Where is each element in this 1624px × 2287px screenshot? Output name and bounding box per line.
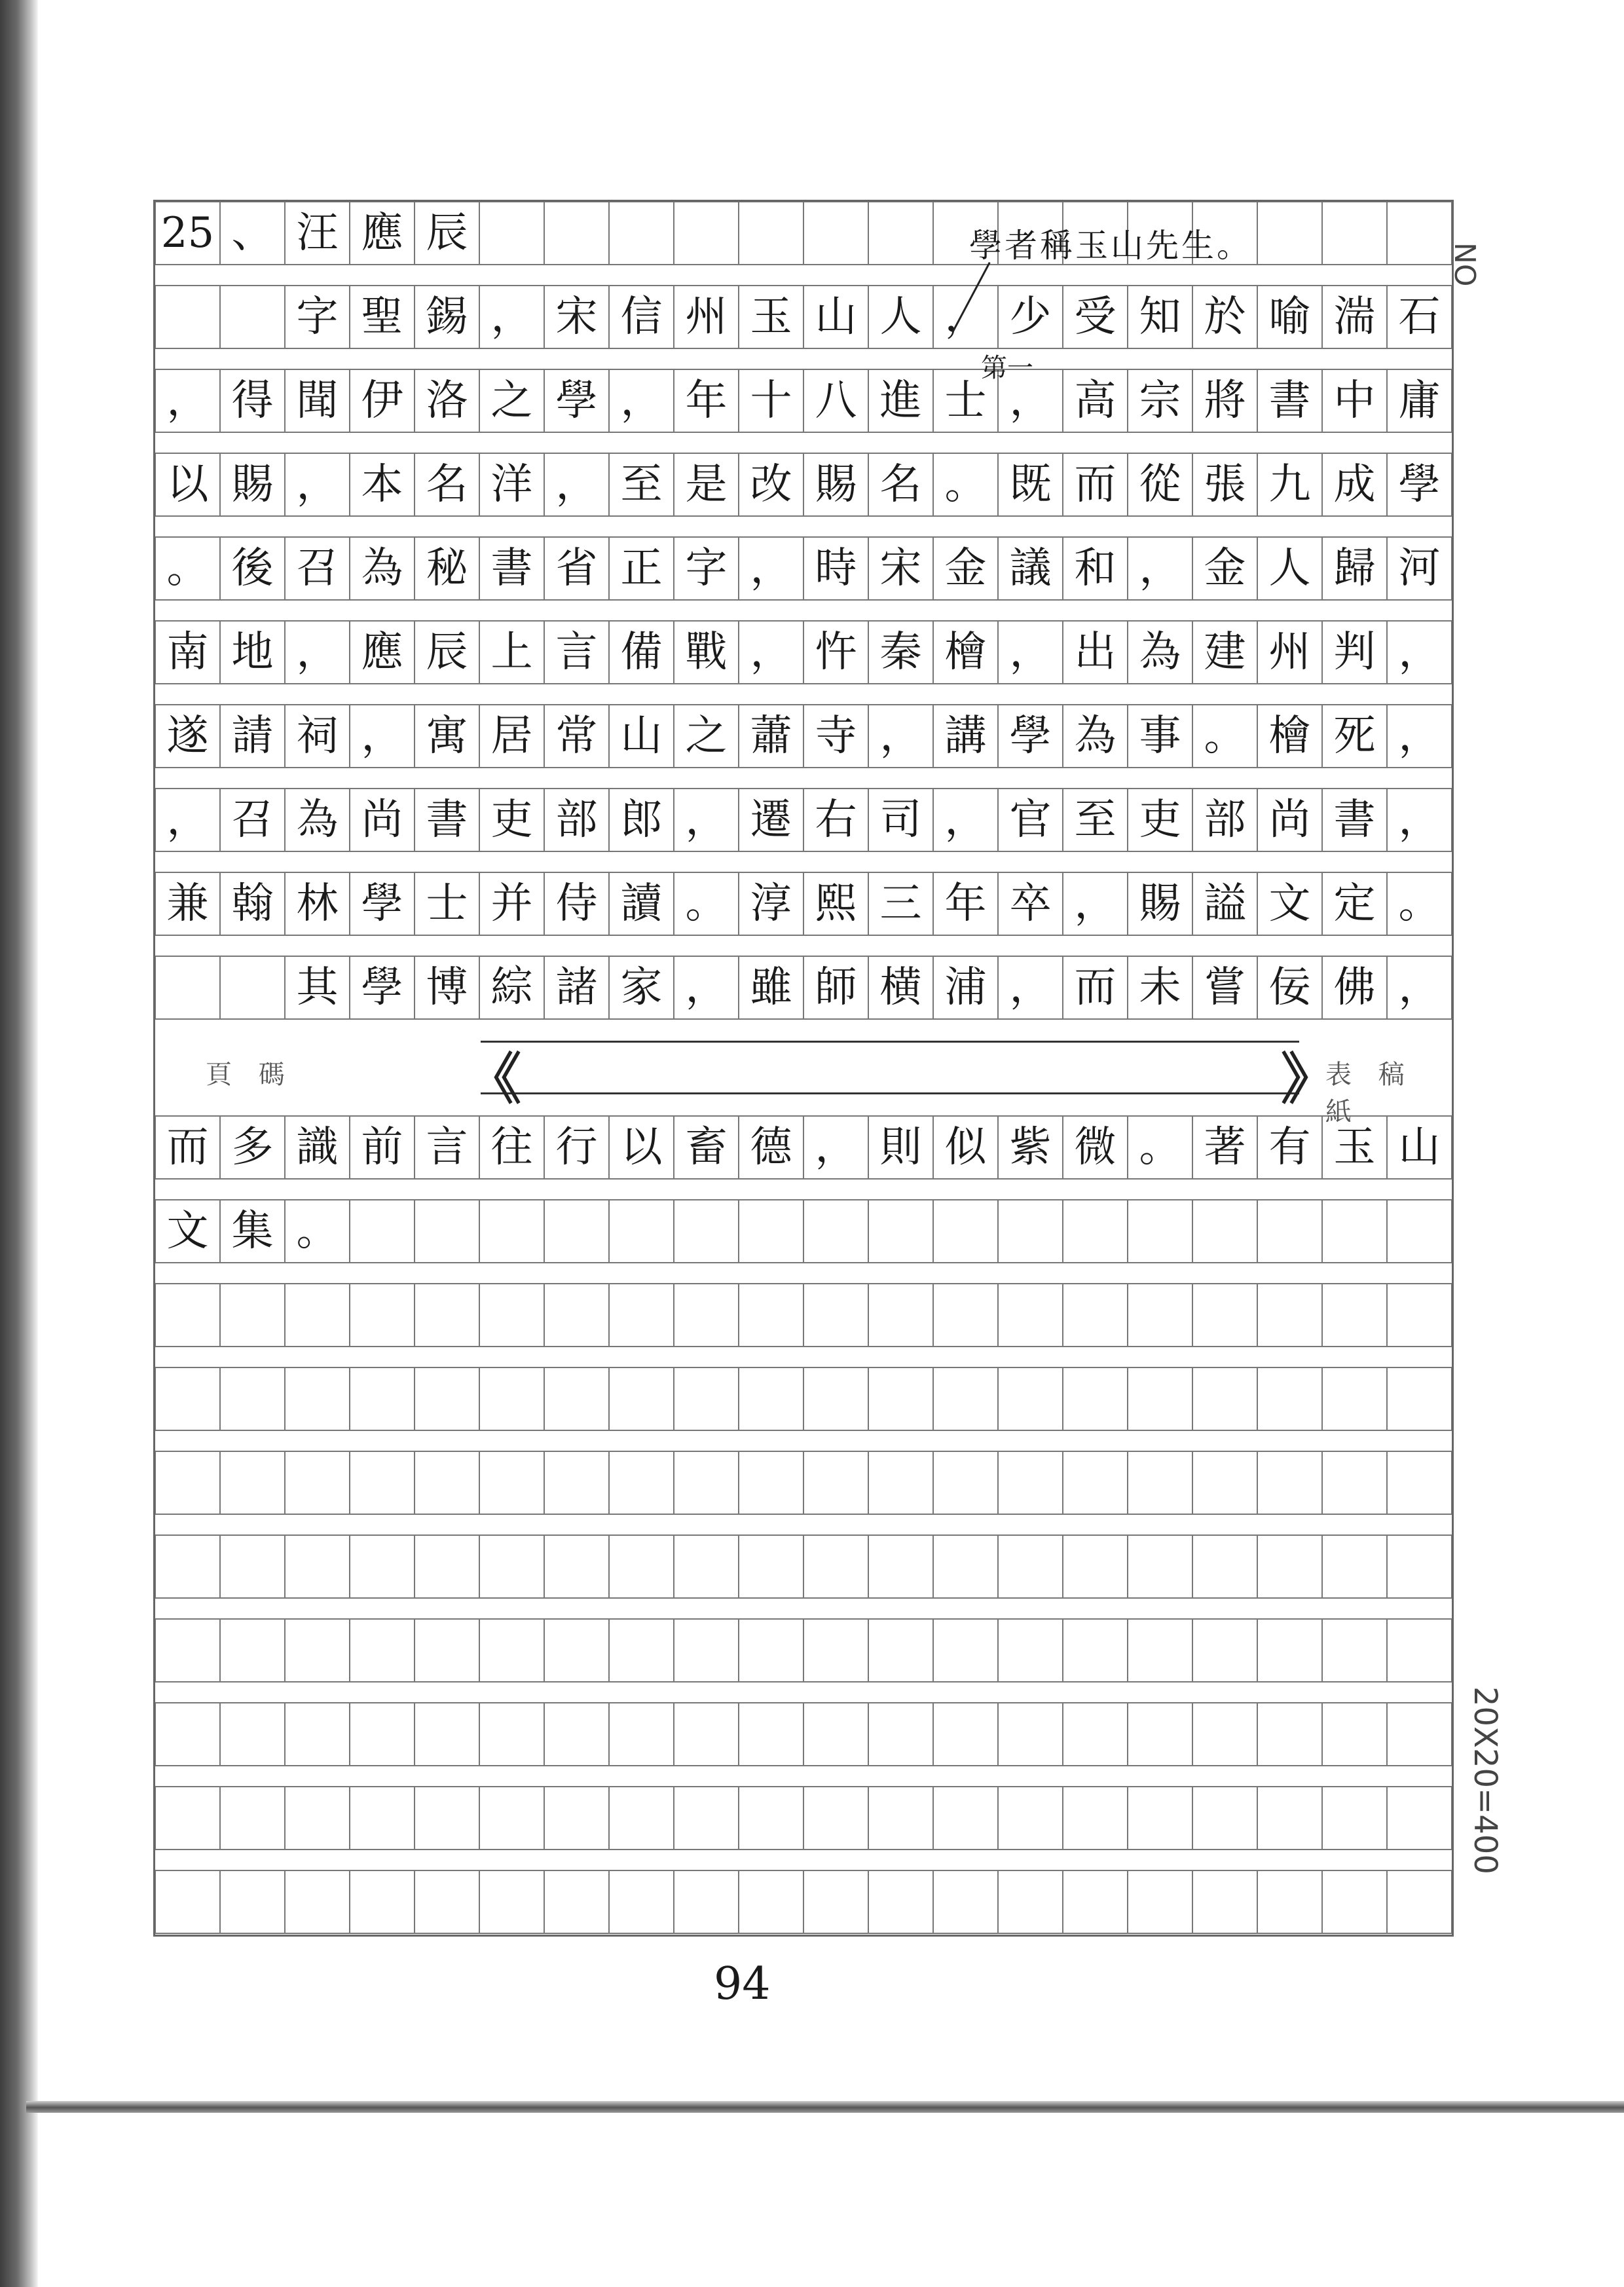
bracket-left-icon: 《 — [466, 1047, 522, 1111]
grid-cell: 歸 — [1333, 544, 1376, 593]
grid-cell: 戰 — [685, 628, 728, 677]
grid-cell: 謚 — [1204, 880, 1246, 928]
grid-cell: 為 — [361, 544, 403, 593]
grid-cell: 家 — [620, 963, 663, 1012]
grid-cell: ， — [1398, 796, 1441, 844]
grid-cell: 省 — [555, 544, 598, 593]
grid-cell: 從 — [1139, 460, 1181, 509]
grid-cell: 時 — [815, 544, 857, 593]
page-number: 94 — [714, 1958, 771, 2010]
grid-cell: 博 — [426, 963, 468, 1012]
grid-cell: 。 — [1204, 712, 1246, 760]
grid-cell: 而 — [166, 1123, 209, 1172]
grid-cell: 後 — [231, 544, 274, 593]
grid-cell: 著 — [1204, 1123, 1246, 1172]
grid-cell: 官 — [1009, 796, 1052, 844]
grid-cell: 正 — [620, 544, 663, 593]
grid-cell: 講 — [944, 712, 987, 760]
grid-cell: 應 — [361, 209, 403, 257]
grid-row — [155, 705, 1452, 768]
grid-cell: ， — [166, 377, 209, 425]
grid-cell — [1322, 1200, 1387, 1263]
grid-cell: ， — [1398, 628, 1441, 677]
grid-cell: 事 — [1139, 712, 1181, 760]
interlinear-note: 學者稱玉山先生。 — [969, 227, 1252, 265]
grid-cell: ， — [944, 796, 987, 844]
grid-cell: 出 — [1074, 628, 1116, 677]
grid-cell: 學 — [1398, 460, 1441, 509]
grid-cell: 受 — [1074, 293, 1116, 341]
grid-cell: 召 — [231, 796, 274, 844]
grid-cell: 山 — [620, 712, 663, 760]
grid-cell: 議 — [1009, 544, 1052, 593]
grid-cell: ， — [750, 544, 792, 593]
grid-cell: 辰 — [426, 628, 468, 677]
grid-cell: 將 — [1204, 377, 1246, 425]
grid-cell: 得 — [231, 377, 274, 425]
scan-bottom-edge — [26, 2101, 1624, 2113]
grid-cell: 宗 — [1139, 377, 1181, 425]
grid-cell: ， — [815, 1123, 857, 1172]
grid-cell: 居 — [490, 712, 533, 760]
grid-cell: 山 — [815, 293, 857, 341]
grid-cell: 學 — [361, 880, 403, 928]
grid-cell — [739, 202, 803, 265]
grid-cell: 。 — [166, 544, 209, 593]
grid-cell: 有 — [1268, 1123, 1311, 1172]
grid-cell: 地 — [231, 628, 274, 677]
grid-cell: 諸 — [555, 963, 598, 1012]
grid-cell: 嘗 — [1204, 963, 1246, 1012]
grid-cell — [155, 286, 220, 348]
grid-cell — [998, 1200, 1063, 1263]
sheet-number-label: NO — [1448, 242, 1481, 287]
grid-cell: 祠 — [296, 712, 339, 760]
grid-cell: 賜 — [231, 460, 274, 509]
grid-cell — [674, 1200, 739, 1263]
grid-cell: 以 — [166, 460, 209, 509]
grid-cell: 而 — [1074, 460, 1116, 509]
grid-cell: ， — [296, 628, 339, 677]
grid-cell: 為 — [1139, 628, 1181, 677]
grid-cell: 召 — [296, 544, 339, 593]
grid-cell: 部 — [1204, 796, 1246, 844]
grid-cell — [1063, 1200, 1128, 1263]
grid-cell — [1128, 1200, 1192, 1263]
grid-cell: ， — [879, 712, 922, 760]
grid-cell: ， — [944, 293, 987, 341]
grid-cell — [544, 202, 609, 265]
grid-cell: 未 — [1139, 963, 1181, 1012]
divider-left-label: 頁 碼 — [206, 1060, 294, 1090]
grid-cell: 吏 — [1139, 796, 1181, 844]
grid-cell: 常 — [555, 712, 598, 760]
grid-cell — [868, 202, 933, 265]
grid-cell: 既 — [1009, 460, 1052, 509]
grid-cell: 至 — [620, 460, 663, 509]
grid-cell — [609, 1200, 674, 1263]
grid-cell: 汪 — [296, 209, 339, 257]
grid-cell: 八 — [815, 377, 857, 425]
grid-cell: 綜 — [490, 963, 533, 1012]
grid-cell: 浦 — [944, 963, 987, 1012]
grid-row — [155, 286, 1452, 348]
grid-row — [155, 621, 1452, 684]
grid-cell — [739, 1200, 803, 1263]
grid-cell: 文 — [166, 1207, 209, 1255]
grid-cell — [350, 1200, 415, 1263]
grid-cell: ， — [1009, 628, 1052, 677]
grid-cell: ， — [685, 963, 728, 1012]
grid-cell: 和 — [1074, 544, 1116, 593]
grid-cell: 進 — [879, 377, 922, 425]
grid-cell: 判 — [1333, 628, 1376, 677]
grid-cell: 往 — [490, 1123, 533, 1172]
grid-cell: 言 — [555, 628, 598, 677]
sheet-spec-label: 20X20=400 — [1467, 1686, 1504, 1874]
grid-cell: 似 — [944, 1123, 987, 1172]
grid-cell: 高 — [1074, 377, 1116, 425]
grid-cell — [479, 202, 544, 265]
grid-cell: 為 — [296, 796, 339, 844]
grid-cell: 於 — [1204, 293, 1246, 341]
grid-cell: 知 — [1139, 293, 1181, 341]
grid-cell: 年 — [944, 880, 987, 928]
grid-cell: 書 — [1333, 796, 1376, 844]
grid-cell: ， — [620, 377, 663, 425]
grid-cell: ， — [1009, 377, 1052, 425]
grid-row — [155, 1116, 1452, 1179]
grid-cell: 聖 — [361, 293, 403, 341]
grid-cell: 士 — [426, 880, 468, 928]
grid-cell: 伊 — [361, 377, 403, 425]
grid-cell: 張 — [1204, 460, 1246, 509]
grid-cell — [155, 956, 220, 1019]
grid-cell: 之 — [685, 712, 728, 760]
grid-cell: 忤 — [815, 628, 857, 677]
grid-cell — [1387, 1200, 1452, 1263]
grid-cell: 學 — [1009, 712, 1052, 760]
grid-cell: 并 — [490, 880, 533, 928]
grid-cell — [220, 956, 285, 1019]
grid-cell: 遷 — [750, 796, 792, 844]
grid-cell: 檜 — [944, 628, 987, 677]
grid-cell — [220, 286, 285, 348]
grid-row — [155, 369, 1452, 432]
grid-row — [155, 202, 1452, 265]
grid-cell: 言 — [426, 1123, 468, 1172]
grid-cell: 讀 — [620, 880, 663, 928]
grid-cell: 玉 — [750, 293, 792, 341]
grid-cell: 本 — [361, 460, 403, 509]
grid-cell — [609, 202, 674, 265]
grid-cell: 名 — [426, 460, 468, 509]
grid-cell: 洋 — [490, 460, 533, 509]
grid-cell: 師 — [815, 963, 857, 1012]
grid-cell: 德 — [750, 1123, 792, 1172]
grid-cell: 聞 — [296, 377, 339, 425]
grid-cell: 。 — [1398, 880, 1441, 928]
grid-row — [155, 872, 1452, 935]
grid-cell — [803, 1200, 868, 1263]
grid-cell: 翰 — [231, 880, 274, 928]
grid-row — [155, 956, 1452, 1019]
grid-cell: ， — [685, 796, 728, 844]
grid-cell: 賜 — [815, 460, 857, 509]
grid-cell: 横 — [879, 963, 922, 1012]
grid-cell: 學 — [361, 963, 403, 1012]
grid-cell: 錫 — [426, 293, 468, 341]
grid-cell: 辰 — [426, 209, 468, 257]
grid-cell: 雖 — [750, 963, 792, 1012]
grid-cell — [1192, 1200, 1257, 1263]
grid-cell: 書 — [426, 796, 468, 844]
grid-cell: 卒 — [1009, 880, 1052, 928]
grid-cell: 檜 — [1268, 712, 1311, 760]
grid-cell — [674, 202, 739, 265]
grid-cell: 州 — [685, 293, 728, 341]
grid-cell — [1322, 202, 1387, 265]
grid-cell: 為 — [1074, 712, 1116, 760]
grid-cell: 林 — [296, 880, 339, 928]
grid-cell: 石 — [1398, 293, 1441, 341]
grid-cell: 宋 — [555, 293, 598, 341]
grid-cell: ， — [166, 796, 209, 844]
grid-cell: 秘 — [426, 544, 468, 593]
grid-cell: 應 — [361, 628, 403, 677]
grid-row — [155, 789, 1452, 851]
grid-cell: 少 — [1009, 293, 1052, 341]
grid-cell — [1387, 202, 1452, 265]
grid-cell: 中 — [1333, 377, 1376, 425]
grid-cell: 、 — [231, 209, 274, 257]
grid-cell: 紫 — [1009, 1123, 1052, 1172]
grid-cell: 其 — [296, 963, 339, 1012]
scan-shadow-edge — [0, 0, 38, 2287]
grid-row — [155, 453, 1452, 516]
grid-cell: 字 — [685, 544, 728, 593]
grid-cell: 山 — [1398, 1123, 1441, 1172]
grid-cell: 遂 — [166, 712, 209, 760]
grid-cell: 微 — [1074, 1123, 1116, 1172]
grid-cell: 庸 — [1398, 377, 1441, 425]
grid-row — [155, 1200, 1452, 1263]
grid-cell: 淳 — [750, 880, 792, 928]
grid-cell: 右 — [815, 796, 857, 844]
grid-cell: ， — [490, 293, 533, 341]
grid-cell: 備 — [620, 628, 663, 677]
grid-cell: 熙 — [815, 880, 857, 928]
grid-cell: 喻 — [1268, 293, 1311, 341]
grid-cell: 兼 — [166, 880, 209, 928]
grid-cell — [933, 1200, 998, 1263]
grid-cell: 書 — [1268, 377, 1311, 425]
grid-cell: 部 — [555, 796, 598, 844]
grid-cell: ， — [555, 460, 598, 509]
divider-right-label: 表 稿 紙 — [1325, 1060, 1414, 1127]
bracket-right-icon: 》 — [1281, 1047, 1337, 1111]
grid-cell: 上 — [490, 628, 533, 677]
grid-cell: 司 — [879, 796, 922, 844]
grid-cell: ， — [750, 628, 792, 677]
interlinear-insert: 第一 — [981, 353, 1033, 383]
grid-cell — [1257, 1200, 1322, 1263]
grid-cell: 蕭 — [750, 712, 792, 760]
divider-bar — [481, 1041, 1299, 1094]
grid-cell: 信 — [620, 293, 663, 341]
grid-cell — [479, 1200, 544, 1263]
grid-cell: 成 — [1333, 460, 1376, 509]
grid-cell: 人 — [879, 293, 922, 341]
grid-cell: ， — [361, 712, 403, 760]
grid-cell: 識 — [296, 1123, 339, 1172]
grid-cell: 則 — [879, 1123, 922, 1172]
grid-cell: 。 — [1139, 1123, 1181, 1172]
grid-cell: 文 — [1268, 880, 1311, 928]
grid-cell: 十 — [750, 377, 792, 425]
grid-cell — [1257, 202, 1322, 265]
grid-cell: 金 — [944, 544, 987, 593]
grid-cell: 侍 — [555, 880, 598, 928]
grid-cell: 宋 — [879, 544, 922, 593]
grid-cell — [803, 202, 868, 265]
grid-cell: 25 — [160, 209, 215, 257]
grid-cell: 畜 — [685, 1123, 728, 1172]
grid-cell: 吏 — [490, 796, 533, 844]
grid-cell: 寺 — [815, 712, 857, 760]
grid-cell: 改 — [750, 460, 792, 509]
grid-cell: 九 — [1268, 460, 1311, 509]
grid-cell: ， — [296, 460, 339, 509]
grid-cell: 寓 — [426, 712, 468, 760]
grid-cell: 河 — [1398, 544, 1441, 593]
grid-cell: 佛 — [1333, 963, 1376, 1012]
grid-cell: 洛 — [426, 377, 468, 425]
fold-divider — [153, 1038, 1454, 1127]
grid-cell: 年 — [685, 377, 728, 425]
grid-cell: 行 — [555, 1123, 598, 1172]
grid-cell: ， — [1139, 544, 1181, 593]
grid-cell: 請 — [231, 712, 274, 760]
grid-cell: 佞 — [1268, 963, 1311, 1012]
grid-cell: 以 — [620, 1123, 663, 1172]
grid-cell: 州 — [1268, 628, 1311, 677]
grid-cell: 三 — [879, 880, 922, 928]
grid-cell: 是 — [685, 460, 728, 509]
grid-cell: 賜 — [1139, 880, 1181, 928]
grid-cell: 建 — [1204, 628, 1246, 677]
grid-cell — [868, 1200, 933, 1263]
grid-cell: 。 — [296, 1207, 339, 1255]
grid-cell: 尚 — [361, 796, 403, 844]
grid-cell: 書 — [490, 544, 533, 593]
grid-cell: ， — [1009, 963, 1052, 1012]
grid-cell: 名 — [879, 460, 922, 509]
grid-cell: ， — [1398, 963, 1441, 1012]
grid-cell — [544, 1200, 609, 1263]
grid-cell: 字 — [296, 293, 339, 341]
grid-cell: ， — [1074, 880, 1116, 928]
grid-cell: 。 — [944, 460, 987, 509]
grid-cell: 定 — [1333, 880, 1376, 928]
grid-cell: 學 — [555, 377, 598, 425]
grid-cell: 多 — [231, 1123, 274, 1172]
grid-cell: 之 — [490, 377, 533, 425]
grid-cell: ， — [1398, 712, 1441, 760]
grid-cell: 湍 — [1333, 293, 1376, 341]
grid-cell: 南 — [166, 628, 209, 677]
grid-cell: 郎 — [620, 796, 663, 844]
grid-cell: 玉 — [1333, 1123, 1376, 1172]
grid-cell: 集 — [231, 1207, 274, 1255]
grid-cell: 前 — [361, 1123, 403, 1172]
grid-cell: 人 — [1268, 544, 1311, 593]
grid-row — [155, 537, 1452, 600]
grid-cell — [415, 1200, 479, 1263]
grid-cell: 尚 — [1268, 796, 1311, 844]
grid-cell: 而 — [1074, 963, 1116, 1012]
grid-cell: 金 — [1204, 544, 1246, 593]
grid-cell: 。 — [685, 880, 728, 928]
grid-cell: 至 — [1074, 796, 1116, 844]
grid-cell: 士 — [944, 377, 987, 425]
grid-cell: 秦 — [879, 628, 922, 677]
grid-cell: 死 — [1333, 712, 1376, 760]
